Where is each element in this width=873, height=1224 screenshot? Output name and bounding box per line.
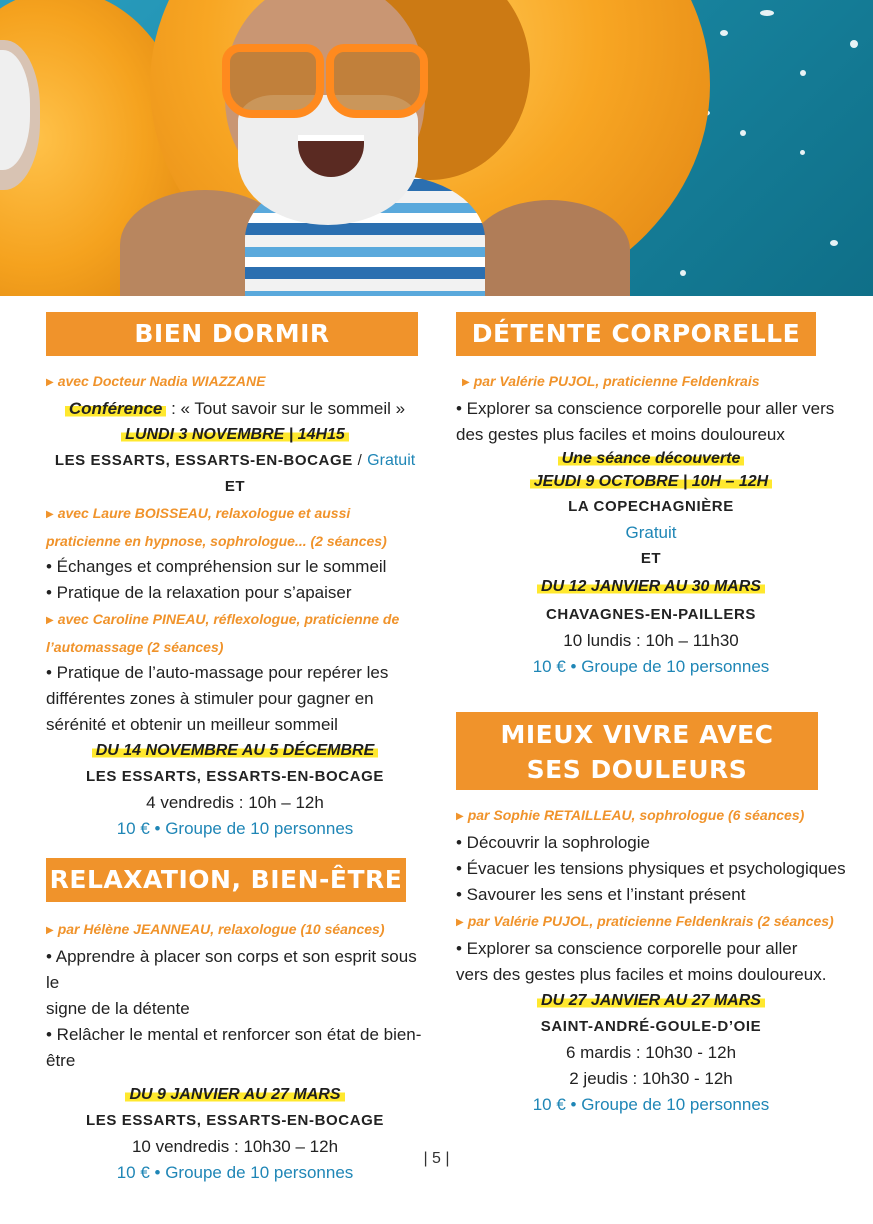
date-highlight: Une séance découverte (558, 450, 745, 467)
date-highlight: DU 14 NOVEMBRE AU 5 DÉCEMBRE (92, 742, 379, 759)
page-number: | 5 | (423, 1150, 450, 1167)
schedule-line: 4 vendredis : 10h – 12h (146, 793, 324, 812)
date-highlight: DU 9 JANVIER AU 27 MARS (125, 1086, 344, 1103)
place-line: SAINT-ANDRÉ-GOULE-D’OIE (540, 1018, 762, 1035)
speaker-line: ▶ avec Caroline PINEAU, réflexologue, praticienne de (46, 611, 400, 627)
date-highlight: LUNDI 3 NOVEMBRE | 14H15 (121, 426, 349, 443)
detente-title: DÉTENTE CORPORELLE (456, 312, 816, 356)
douleurs-title: MIEUX VIVRE AVEC SES DOULEURS (456, 712, 818, 790)
triangle-icon: ▶ (46, 377, 54, 388)
bullet-item: • Apprendre à placer son corps et son esprit sous le (46, 947, 417, 992)
triangle-icon: ▶ (46, 509, 54, 520)
conference-line: Conférence : « Tout savoir sur le sommeil » (46, 396, 424, 422)
bullet-item: • Savourer les sens et l’instant présent (456, 885, 746, 904)
bullet-item: • Pratique de l’auto-massage pour repérer les (46, 663, 389, 682)
triangle-icon: ▶ (456, 917, 464, 928)
speaker-line: ▶ par Sophie RETAILLEAU, sophrologue (6 séances) (456, 807, 805, 823)
place-line: LES ESSARTS, ESSARTS-EN-BOCAGE / Gratuit (54, 452, 416, 469)
triangle-icon: ▶ (46, 925, 54, 936)
date-highlight: DU 27 JANVIER AU 27 MARS (537, 992, 765, 1009)
schedule-line: 6 mardis : 10h30 - 12h (565, 1043, 737, 1062)
right-column: DÉTENTE CORPORELLE ▶ par Valérie PUJOL, praticienne Feldenkrais • Explorer sa conscience corporelle pour aller vers des gestes plus faciles et moins douloureux Une séance découverte JEUDI 9 OCTOBRE | 10H – 12H LA COPECHAGNIÈRE Gratuit ET DU 12 JANVIER AU 30 MARS CHAVAGNES-EN-PAILLERS 10 lundis : 10h – 11h30 10 € • Groupe de 10 personnes MIEUX VIVRE AVEC SES DOULEURS ▶ par Sophie RETAILLEAU, sophrologue (6 séances) • Découvrir la sophrologie • Évacuer les tensions physiques et psychologiques • Savourer les sens et l’instant présent ▶ par Valérie PUJOL, praticienne Feldenkrais (2 séances) • Explorer sa conscience corporelle pour aller vers des gestes plus faciles et moins douloureux. DU 27 JANVIER AU 27 MARS SAINT-ANDRÉ-GOULE-D’OIE 6 mardis : 10h30 - 12h 2 jeudis : 10h30 - 12h 10 € • Groupe de 10 personnes (456, 312, 846, 1118)
bullet-item: • Relâcher le mental et renforcer son état de bien-être (46, 1025, 422, 1070)
left-column: BIEN DORMIR ▶ avec Docteur Nadia WIAZZANE Conférence : « Tout savoir sur le sommeil » LUNDI 3 NOVEMBRE | 14H15 LES ESSARTS, ESSARTS-EN-BOCAGE / Gratuit ET ▶ avec Laure BOISSEAU, relaxologue et aussi praticienne en hypnose, sophrologue... (2 séances) • Échanges et compréhension sur le sommeil • Pratique de la relaxation pour s’apaiser ▶ avec Caroline PINEAU, réflexologue, praticienne de l’automassage (2 séances) • Pratique de l’auto-massage pour repérer les différentes zones à stimuler pour gagner en sérénité et obtenir un meilleur sommeil DU 14 NOVEMBRE AU 5 DÉCEMBRE LES ESSARTS, ESSARTS-EN-BOCAGE 4 vendredis : 10h – 12h 10 € • Groupe de 10 personnes RELAXATION, BIEN-ÊTRE ▶ par Hélène JEANNEAU, relaxologue (10 séances) • Apprendre à placer son corps et son esprit sous le signe de la détente • Relâcher le mental et renforcer son état de bien-être DU 9 JANVIER AU 27 MARS LES ESSARTS, ESSARTS-EN-BOCAGE 10 vendredis : 10h30 – 12h 10 € • Groupe de 10 personnes (46, 312, 424, 1186)
place-line: LA COPECHAGNIÈRE (568, 498, 734, 515)
place-line: CHAVAGNES-EN-PAILLERS (545, 606, 757, 623)
place-line: LES ESSARTS, ESSARTS-EN-BOCAGE (85, 768, 385, 785)
speaker-line: ▶ avec Laure BOISSEAU, relaxologue et aussi (46, 505, 351, 521)
triangle-icon: ▶ (46, 615, 54, 626)
schedule-line: 10 vendredis : 10h30 – 12h (131, 1137, 339, 1156)
bullet-item: • Pratique de la relaxation pour s’apaiser (46, 583, 352, 602)
hero-photo (0, 0, 873, 296)
schedule-line: 10 lundis : 10h – 11h30 (563, 631, 739, 650)
speaker-line: ▶ par Hélène JEANNEAU, relaxologue (10 séances) (46, 921, 385, 937)
triangle-icon: ▶ (462, 377, 470, 388)
price-line: 10 € • Groupe de 10 personnes (532, 1095, 770, 1114)
bullet-item: • Explorer sa conscience corporelle pour aller (456, 939, 798, 958)
relaxation-title: RELAXATION, BIEN-ÊTRE (46, 858, 406, 902)
bullet-item: • Découvrir la sophrologie (456, 833, 650, 852)
and-separator: ET (224, 478, 246, 495)
and-separator: ET (640, 550, 662, 567)
bullet-item: • Explorer sa conscience corporelle pour aller vers (456, 399, 835, 418)
bien-dormir-title: BIEN DORMIR (46, 312, 418, 356)
price-line: Gratuit (625, 523, 677, 542)
triangle-icon: ▶ (456, 811, 464, 822)
speaker-line: ▶ par Valérie PUJOL, praticienne Feldenkrais (462, 373, 760, 389)
date-highlight: DU 12 JANVIER AU 30 MARS (537, 578, 765, 595)
price-line: 10 € • Groupe de 10 personnes (116, 1163, 354, 1182)
orange-sunglasses (222, 40, 422, 112)
bullet-item: • Évacuer les tensions physiques et psychologiques (456, 859, 846, 878)
speaker-line: ▶ avec Docteur Nadia WIAZZANE (46, 373, 266, 389)
place-line: LES ESSARTS, ESSARTS-EN-BOCAGE (85, 1112, 385, 1129)
price-line: 10 € • Groupe de 10 personnes (116, 819, 354, 838)
schedule-line: 2 jeudis : 10h30 - 12h (569, 1069, 733, 1088)
price-line: 10 € • Groupe de 10 personnes (532, 657, 770, 676)
speaker-line: ▶ par Valérie PUJOL, praticienne Feldenkrais (2 séances) (456, 913, 834, 929)
date-highlight: JEUDI 9 OCTOBRE | 10H – 12H (530, 473, 772, 490)
bullet-item: • Échanges et compréhension sur le sommeil (46, 557, 387, 576)
